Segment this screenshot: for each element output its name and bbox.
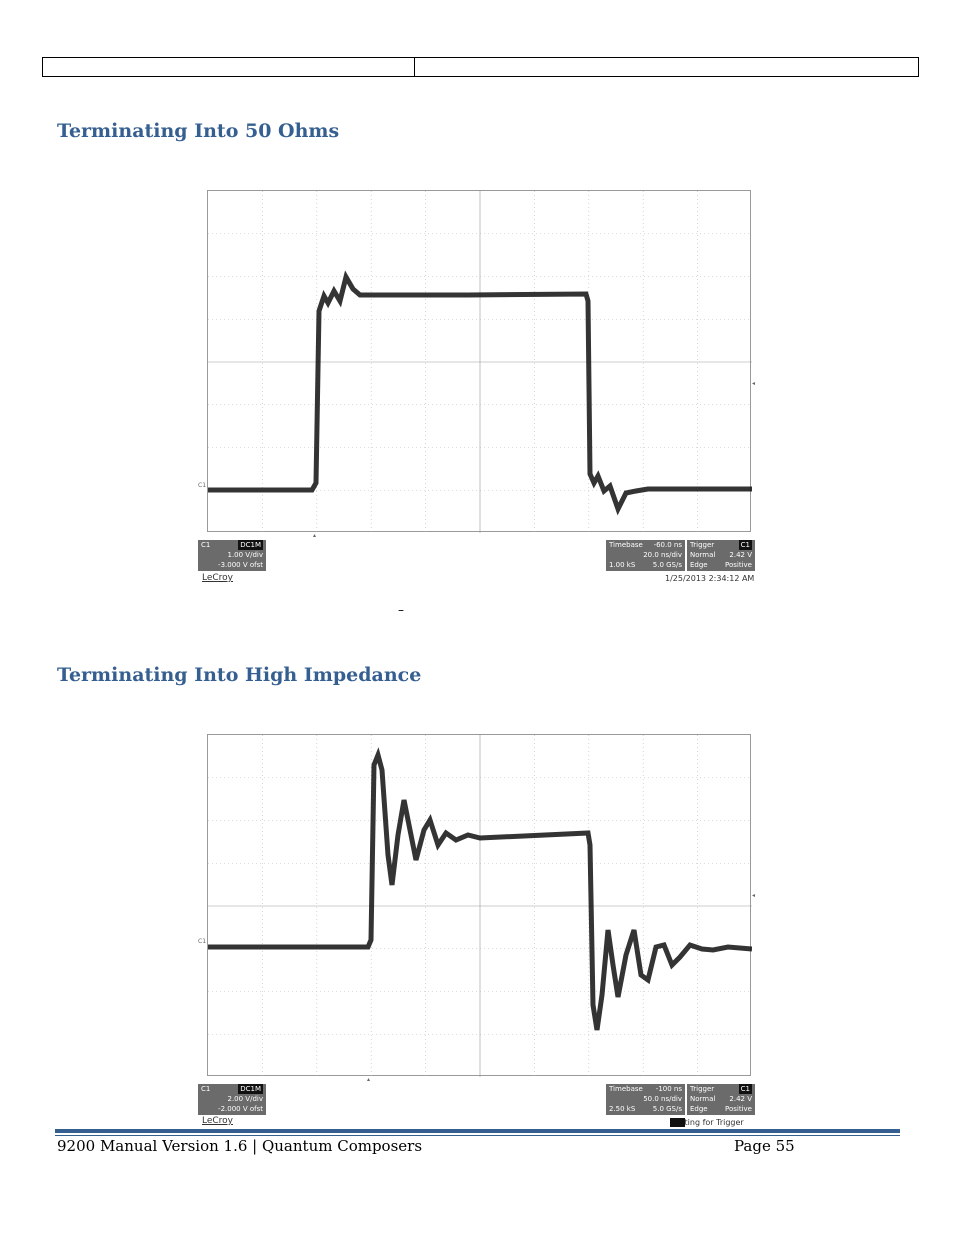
trigger-level: 2.42 V	[729, 551, 752, 559]
footer-rule-thin	[55, 1135, 900, 1136]
timebase-panel	[606, 540, 685, 571]
time-per-div: 20.0 ns/div	[643, 551, 682, 559]
offset: -3.000 V ofst	[218, 561, 263, 569]
channel-label: C1	[201, 541, 211, 549]
stray-dash: –	[398, 603, 404, 617]
channel-panel	[198, 1084, 266, 1115]
sample-count: 1.00 kS	[609, 561, 636, 569]
footer-rule	[55, 1129, 900, 1133]
timebase-label: Timebase	[609, 1085, 643, 1093]
trigger-mode: Normal	[690, 1095, 716, 1103]
channel-marker: C1	[198, 482, 207, 489]
trigger-type: Edge	[690, 561, 708, 569]
header-cell-left	[43, 58, 415, 76]
trigger-status-text: ting for Trigger	[684, 1118, 744, 1127]
coupling-badge: DC1M	[240, 1085, 261, 1093]
trigger-source-badge: C1	[740, 541, 750, 549]
trigger-position-arrow-icon: ▴	[367, 1076, 371, 1083]
trigger-position-arrow-icon: ▴	[313, 532, 317, 539]
capture-date: 1/25/2013 2:34:12 AM	[665, 574, 755, 583]
trigger-label: Trigger	[690, 541, 715, 549]
trigger-label: Trigger	[690, 1085, 715, 1093]
trigger-panel	[687, 1084, 755, 1115]
offset: -2.000 V ofst	[218, 1105, 263, 1113]
trigger-level-arrow-icon: ◂	[752, 380, 756, 387]
header-cell-right	[415, 58, 918, 76]
sample-rate: 5.0 GS/s	[652, 561, 682, 569]
oscilloscope-capture-high-impedance	[196, 734, 760, 1134]
trigger-status	[670, 1118, 744, 1127]
scope-waveform	[208, 191, 752, 533]
lecroy-logo: LeCroy	[202, 1116, 234, 1126]
channel-label: C1	[201, 1085, 211, 1093]
trigger-source-badge: C1	[740, 1085, 750, 1093]
volts-per-div: 2.00 V/div	[227, 1095, 263, 1103]
timebase-value: -100 ns	[655, 1085, 682, 1093]
channel-panel	[198, 540, 266, 571]
trigger-slope: Positive	[725, 561, 752, 569]
scope-screen	[207, 190, 751, 532]
section-title-50-ohms: Terminating Into 50 Ohms	[57, 120, 340, 142]
sample-rate: 5.0 GS/s	[652, 1105, 682, 1113]
timebase-value: -60.0 ns	[653, 541, 682, 549]
oscilloscope-capture-50-ohms	[196, 190, 760, 590]
trigger-slope: Positive	[725, 1105, 752, 1113]
trigger-level-arrow-icon: ◂	[752, 892, 756, 899]
trigger-type: Edge	[690, 1105, 708, 1113]
trigger-status-highlight: Wai	[670, 1118, 685, 1127]
scope-waveform	[208, 735, 752, 1077]
sample-count: 2.50 kS	[609, 1105, 636, 1113]
trigger-level: 2.42 V	[729, 1095, 752, 1103]
trigger-mode: Normal	[690, 551, 716, 559]
footer-page-number: Page 55	[734, 1137, 795, 1155]
header-table	[42, 57, 919, 77]
volts-per-div: 1.00 V/div	[227, 551, 263, 559]
coupling-badge: DC1M	[240, 541, 261, 549]
timebase-label: Timebase	[609, 541, 643, 549]
scope-screen	[207, 734, 751, 1076]
channel-marker: C1	[198, 938, 207, 945]
trigger-panel	[687, 540, 755, 571]
timebase-panel	[606, 1084, 685, 1115]
section-title-high-impedance: Terminating Into High Impedance	[57, 664, 422, 686]
time-per-div: 50.0 ns/div	[643, 1095, 682, 1103]
footer-manual-title: 9200 Manual Version 1.6 | Quantum Composers	[57, 1137, 423, 1155]
lecroy-logo: LeCroy	[202, 573, 234, 583]
